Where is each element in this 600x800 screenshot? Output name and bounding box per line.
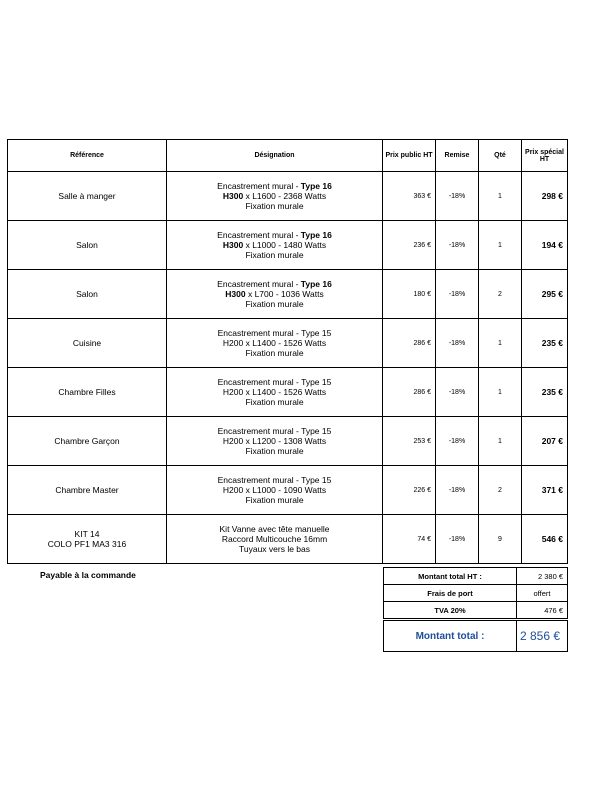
designation-bold: H300 xyxy=(222,240,244,250)
designation-line xyxy=(167,534,382,544)
cell-remise: -18% xyxy=(436,319,479,368)
designation-line xyxy=(167,328,382,338)
cell-prix-public: 286 € xyxy=(383,368,436,417)
table-row xyxy=(8,417,568,466)
grand-total-value: 2 856 € xyxy=(517,620,568,652)
reference-line: COLO PF1 MA3 316 xyxy=(47,539,127,549)
cell-prix-public: 236 € xyxy=(383,221,436,270)
cell-remise: -18% xyxy=(436,417,479,466)
totals-row-tva xyxy=(384,602,568,620)
header-prix-special: Prix spécial HT xyxy=(522,140,568,172)
cell-prix-special: 207 € xyxy=(522,417,568,466)
reference-line: Salon xyxy=(76,289,98,299)
total-ht-label: Montant total HT : xyxy=(384,568,517,585)
cell-reference xyxy=(8,466,167,515)
frais-port-label: Frais de port xyxy=(384,585,517,602)
reference-line: Salon xyxy=(76,240,98,250)
grand-total-label: Montant total : xyxy=(384,620,517,652)
cell-designation xyxy=(167,319,383,368)
header-quantite: Qté xyxy=(479,140,522,172)
reference-line: Chambre Master xyxy=(55,485,119,495)
cell-prix-special: 546 € xyxy=(522,515,568,564)
totals-table xyxy=(383,567,568,652)
payment-terms: Payable à la commande xyxy=(40,570,136,580)
tva-label: TVA 20% xyxy=(384,602,517,620)
cell-reference xyxy=(8,417,167,466)
cell-quantite: 1 xyxy=(479,221,522,270)
designation-line xyxy=(167,240,382,250)
designation-text: Fixation murale xyxy=(245,201,304,211)
designation-line xyxy=(167,446,382,456)
designation-text: Encastrement mural - xyxy=(217,230,301,240)
cell-designation xyxy=(167,270,383,319)
designation-text: Tuyaux vers le bas xyxy=(238,544,311,554)
designation-line xyxy=(167,475,382,485)
cell-designation xyxy=(167,221,383,270)
designation-text: H200 x L1200 - 1308 Watts xyxy=(222,436,327,446)
reference-line: Chambre Garçon xyxy=(54,436,120,446)
totals-row-ht xyxy=(384,568,568,585)
reference-line: Chambre Filles xyxy=(58,387,116,397)
table-row xyxy=(8,270,568,319)
designation-line xyxy=(167,279,382,289)
designation-line xyxy=(167,299,382,309)
cell-designation xyxy=(167,417,383,466)
cell-remise: -18% xyxy=(436,221,479,270)
totals-row-frais xyxy=(384,585,568,602)
cell-remise: -18% xyxy=(436,368,479,417)
designation-text: Fixation murale xyxy=(245,397,304,407)
designation-text: Kit Vanne avec tête manuelle xyxy=(219,524,330,534)
cell-reference xyxy=(8,172,167,221)
cell-quantite: 1 xyxy=(479,172,522,221)
designation-text: Encastrement mural - Type 15 xyxy=(217,426,332,436)
designation-line xyxy=(167,201,382,211)
designation-line xyxy=(167,250,382,260)
cell-remise: -18% xyxy=(436,172,479,221)
designation-text: Encastrement mural - xyxy=(217,279,301,289)
designation-line xyxy=(167,181,382,191)
header-designation: Désignation xyxy=(167,140,383,172)
designation-text: Raccord Multicouche 16mm xyxy=(221,534,328,544)
designation-text: Encastrement mural - Type 15 xyxy=(217,475,332,485)
designation-line xyxy=(167,485,382,495)
cell-prix-public: 363 € xyxy=(383,172,436,221)
designation-line xyxy=(167,544,382,554)
frais-port-value: offert xyxy=(517,585,568,602)
designation-line xyxy=(167,495,382,505)
table-row xyxy=(8,466,568,515)
totals-row-grand xyxy=(384,620,568,652)
cell-prix-public: 180 € xyxy=(383,270,436,319)
header-prix-public: Prix public HT xyxy=(383,140,436,172)
designation-text: x L1600 - 2368 Watts xyxy=(243,191,327,201)
designation-line xyxy=(167,377,382,387)
cell-prix-public: 286 € xyxy=(383,319,436,368)
designation-text: Fixation murale xyxy=(245,495,304,505)
reference-line: Cuisine xyxy=(72,338,102,348)
cell-quantite: 2 xyxy=(479,466,522,515)
table-row xyxy=(8,221,568,270)
cell-reference xyxy=(8,368,167,417)
cell-designation xyxy=(167,515,383,564)
table-row xyxy=(8,319,568,368)
designation-line xyxy=(167,289,382,299)
cell-reference xyxy=(8,515,167,564)
table-row xyxy=(8,515,568,564)
table-row xyxy=(8,368,568,417)
designation-text: Fixation murale xyxy=(245,446,304,456)
designation-text: x L1000 - 1480 Watts xyxy=(243,240,327,250)
designation-line xyxy=(167,397,382,407)
cell-prix-special: 371 € xyxy=(522,466,568,515)
reference-line: Salle à manger xyxy=(58,191,116,201)
cell-quantite: 1 xyxy=(479,319,522,368)
tva-value: 476 € xyxy=(517,602,568,620)
designation-line xyxy=(167,524,382,534)
cell-remise: -18% xyxy=(436,466,479,515)
header-remise: Remise xyxy=(436,140,479,172)
designation-text: Encastrement mural - Type 15 xyxy=(217,328,332,338)
designation-bold: Type 16 xyxy=(300,230,332,240)
cell-remise: -18% xyxy=(436,270,479,319)
table-header-row xyxy=(8,140,568,172)
cell-prix-special: 235 € xyxy=(522,319,568,368)
designation-text: H200 x L1400 - 1526 Watts xyxy=(222,387,327,397)
designation-text: H200 x L1000 - 1090 Watts xyxy=(222,485,327,495)
table-row xyxy=(8,172,568,221)
designation-text: Fixation murale xyxy=(245,250,304,260)
reference-line: KIT 14 xyxy=(74,529,100,539)
designation-bold: Type 16 xyxy=(300,279,332,289)
cell-prix-special: 235 € xyxy=(522,368,568,417)
cell-quantite: 9 xyxy=(479,515,522,564)
designation-line xyxy=(167,191,382,201)
total-ht-value: 2 380 € xyxy=(517,568,568,585)
cell-prix-special: 298 € xyxy=(522,172,568,221)
cell-reference xyxy=(8,319,167,368)
designation-text: Encastrement mural - xyxy=(217,181,301,191)
cell-designation xyxy=(167,172,383,221)
cell-prix-public: 226 € xyxy=(383,466,436,515)
cell-reference xyxy=(8,221,167,270)
designation-text: Fixation murale xyxy=(245,348,304,358)
designation-text: H200 x L1400 - 1526 Watts xyxy=(222,338,327,348)
designation-line xyxy=(167,387,382,397)
cell-prix-public: 74 € xyxy=(383,515,436,564)
cell-quantite: 2 xyxy=(479,270,522,319)
designation-text: Encastrement mural - Type 15 xyxy=(217,377,332,387)
designation-text: x L700 - 1036 Watts xyxy=(245,289,324,299)
designation-line xyxy=(167,426,382,436)
cell-designation xyxy=(167,368,383,417)
designation-line xyxy=(167,338,382,348)
cell-prix-public: 253 € xyxy=(383,417,436,466)
cell-remise: -18% xyxy=(436,515,479,564)
cell-prix-special: 194 € xyxy=(522,221,568,270)
designation-line xyxy=(167,348,382,358)
designation-bold: H300 xyxy=(225,289,246,299)
designation-text: Fixation murale xyxy=(245,299,304,309)
quote-table xyxy=(7,139,568,564)
designation-line xyxy=(167,436,382,446)
designation-bold: Type 16 xyxy=(300,181,332,191)
cell-quantite: 1 xyxy=(479,368,522,417)
header-reference: Référence xyxy=(8,140,167,172)
designation-line xyxy=(167,230,382,240)
designation-bold: H300 xyxy=(222,191,244,201)
cell-reference xyxy=(8,270,167,319)
cell-designation xyxy=(167,466,383,515)
cell-prix-special: 295 € xyxy=(522,270,568,319)
cell-quantite: 1 xyxy=(479,417,522,466)
